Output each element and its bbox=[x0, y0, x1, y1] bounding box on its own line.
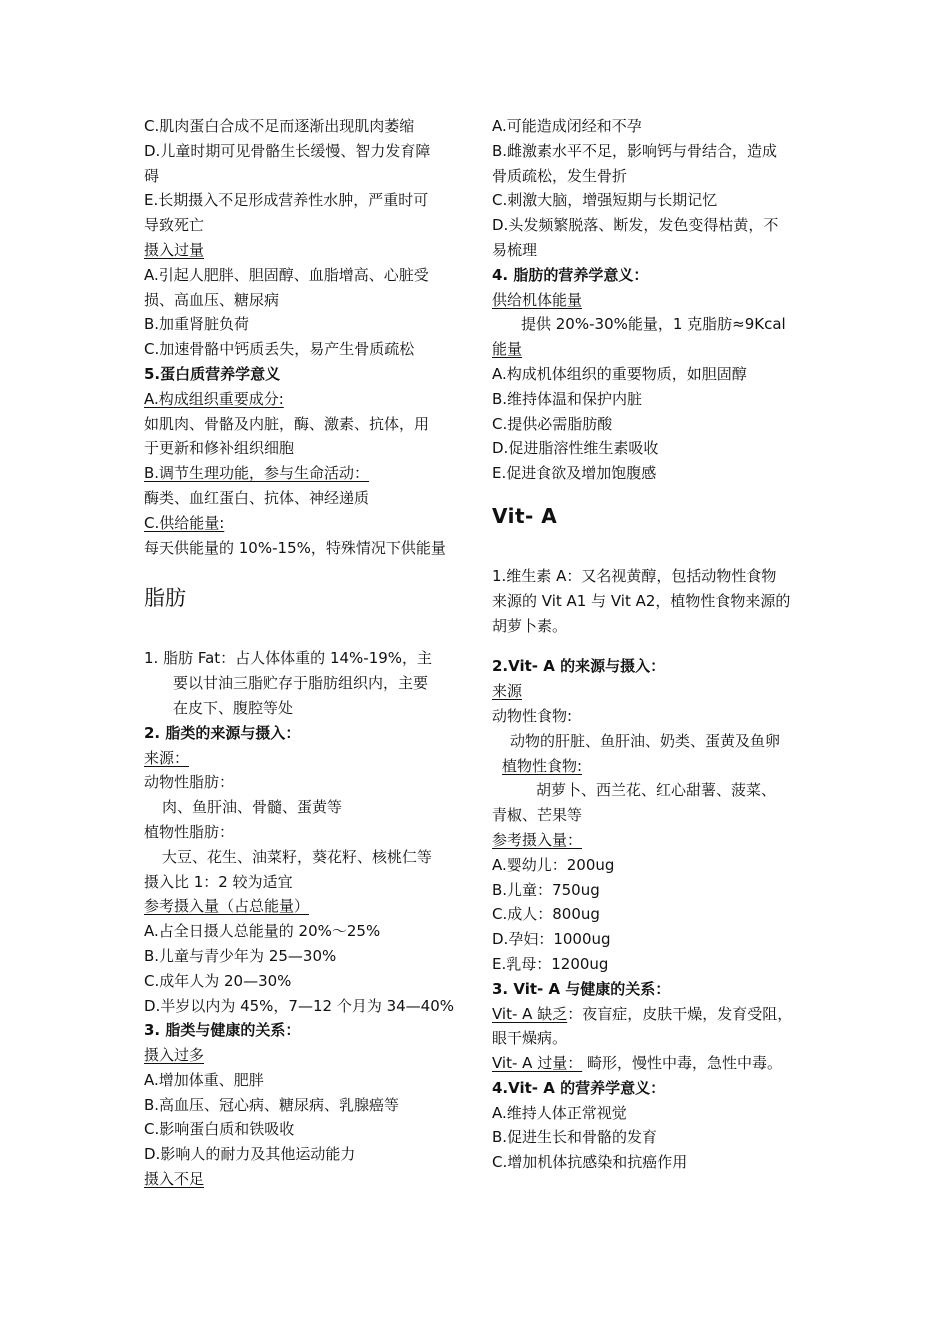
left-column bbox=[144, 114, 462, 1192]
source-heading: 来源 bbox=[492, 682, 523, 701]
reference-intake-heading: 参考摄入量： bbox=[492, 830, 583, 849]
text-line: C.增加机体抗感染和抗癌作用 bbox=[492, 1153, 688, 1172]
text-line: 1. 脂肪 Fat：占人体体重的 14%-19%，主 bbox=[144, 649, 433, 668]
plant-food-heading: 植物性食物: bbox=[502, 756, 583, 775]
text-line: D.头发频繁脱落、断发，发色变得枯黄，不 bbox=[492, 216, 779, 235]
protein-heading: 5.蛋白质营养学意义 bbox=[144, 364, 281, 383]
text-line: E.长期摄入不足形成营养性水肿，严重时可 bbox=[144, 191, 429, 210]
text-line: 导致死亡 bbox=[144, 216, 205, 235]
excess-heading: 摄入过量 bbox=[144, 240, 205, 259]
text-line: D.促进脂溶性维生素吸收 bbox=[492, 439, 659, 458]
text-line: D.半岁以内为 45%，7—12 个月为 34—40% bbox=[144, 996, 455, 1015]
text-line: 2. 脂类的来源与摄入： bbox=[144, 723, 301, 742]
text-line: A.可能造成闭经和不孕 bbox=[492, 117, 642, 135]
protein-b-heading: B.调节生理功能，参与生命活动： bbox=[144, 464, 370, 483]
text-line: E.促进食欲及增加饱腹感 bbox=[492, 464, 657, 483]
text-line: 于更新和修补组织细胞 bbox=[144, 439, 295, 458]
text-line: B.维持体温和保护内脏 bbox=[492, 389, 643, 408]
text-line: 提供 20%-30%能量，1 克脂肪≈9Kcal bbox=[521, 315, 786, 334]
text-line: 4. 脂肪的营养学意义： bbox=[492, 265, 649, 284]
text-line: 大豆、花生、油菜籽，葵花籽、核桃仁等 bbox=[162, 847, 433, 866]
deficiency-label: Vit- A 缺乏 bbox=[492, 1004, 568, 1023]
text-line: C.影响蛋白质和铁吸收 bbox=[144, 1120, 295, 1139]
text-line: 在皮下、腹腔等处 bbox=[173, 698, 294, 717]
source-heading: 来源： bbox=[144, 748, 190, 767]
right-column bbox=[492, 114, 810, 1175]
text-line: 肉、鱼肝油、骨髓、蛋黄等 bbox=[162, 798, 343, 817]
text-line: C.成年人为 20—30% bbox=[144, 971, 292, 990]
text-line: C.加速骨骼中钙质丢失，易产生骨质疏松 bbox=[144, 340, 415, 359]
text-line: B.加重肾脏负荷 bbox=[144, 315, 250, 334]
vitamin-a-section-title: Vit- A bbox=[492, 503, 558, 528]
fat-section-title: 脂肪 bbox=[144, 586, 186, 611]
protein-a-heading: A.构成组织重要成分: bbox=[144, 389, 284, 408]
text-line: 损、高血压、糖尿病 bbox=[144, 290, 280, 309]
text-line: 碍 bbox=[144, 166, 160, 185]
overdose-label: Vit- A 过量： bbox=[492, 1054, 583, 1073]
text-line: B.儿童与青少年为 25—30% bbox=[144, 946, 337, 965]
text-line: C.刺激大脑，增强短期与长期记忆 bbox=[492, 191, 718, 210]
text-line: 每天供能量的 10%-15%，特殊情况下供能量 bbox=[144, 538, 446, 557]
reference-intake-heading: 参考摄入量（占总能量） bbox=[144, 897, 310, 916]
text-line: C.提供必需脂肪酸 bbox=[492, 414, 613, 433]
protein-c-heading: C.供给能量: bbox=[144, 513, 225, 532]
text-line: 3. Vit- A 与健康的关系： bbox=[492, 979, 671, 998]
text-line: B.高血压、冠心病、糖尿病、乳腺癌等 bbox=[144, 1095, 400, 1114]
text-line: 2.Vit- A 的来源与摄入： bbox=[492, 657, 666, 676]
text-line: 胡萝卜素。 bbox=[492, 616, 568, 635]
text-line: 动物性脂肪： bbox=[144, 773, 235, 792]
text-line: A.维持人体正常视觉 bbox=[492, 1103, 627, 1122]
text-line: B.儿童：750ug bbox=[492, 880, 600, 899]
text-line: 酶类、血红蛋白、抗体、神经递质 bbox=[144, 488, 370, 507]
text-line: A.增加体重、肥胖 bbox=[144, 1070, 264, 1089]
text-line: B.雌激素水平不足，影响钙与骨结合，造成 bbox=[492, 141, 778, 160]
text-line: 来源的 Vit A1 与 Vit A2，植物性食物来源的 bbox=[492, 591, 791, 610]
text-line: 摄入比 1：2 较为适宜 bbox=[144, 872, 293, 891]
text-line: A.构成机体组织的重要物质，如胆固醇 bbox=[492, 364, 747, 383]
deficiency-text: ：夜盲症，皮肤干燥，发育受阻， bbox=[567, 1004, 793, 1023]
text-line: B.促进生长和骨骼的发育 bbox=[492, 1128, 658, 1147]
text-line: D.孕妇：1000ug bbox=[492, 930, 611, 949]
text-line: 植物性脂肪： bbox=[144, 822, 235, 841]
text-line: 动物的肝脏、鱼肝油、奶类、蛋黄及鱼卵 bbox=[510, 731, 781, 750]
energy-heading: 供给机体能量 bbox=[492, 290, 583, 309]
text-line: 眼干燥病。 bbox=[492, 1029, 568, 1048]
text-line: D.影响人的耐力及其他运动能力 bbox=[144, 1145, 356, 1164]
text-line: D.儿童时期可见骨骼生长缓慢、智力发育障 bbox=[144, 141, 431, 160]
text-line: E.乳母：1200ug bbox=[492, 954, 609, 973]
text-line: 动物性食物: bbox=[492, 706, 573, 725]
text-line: 如肌肉、骨骼及内脏，酶、激素、抗体，用 bbox=[144, 414, 430, 433]
text-line: 青椒、芒果等 bbox=[492, 806, 583, 825]
text-line: 骨质疏松，发生骨折 bbox=[492, 166, 628, 185]
text-line: 4.Vit- A 的营养学意义： bbox=[492, 1078, 666, 1097]
text-line: C.成人：800ug bbox=[492, 905, 600, 924]
under-intake-heading: 摄入不足 bbox=[144, 1170, 205, 1189]
text-line: A.占全日摄人总能量的 20%～25% bbox=[144, 922, 381, 941]
text-line: 能量 bbox=[492, 340, 523, 359]
text-line: 1.维生素 A：又名视黄醇，包括动物性食物 bbox=[492, 566, 777, 585]
text-line: 3. 脂类与健康的关系： bbox=[144, 1021, 301, 1040]
over-intake-heading: 摄入过多 bbox=[144, 1046, 205, 1065]
text-line: 易梳理 bbox=[492, 240, 538, 259]
overdose-text: 畸形，慢性中毒，急性中毒。 bbox=[582, 1054, 782, 1073]
text-line: A.引起人肥胖、胆固醇、血脂增高、心脏受 bbox=[144, 265, 429, 284]
text-line: 胡萝卜、西兰花、红心甜薯、菠菜、 bbox=[536, 781, 777, 800]
text-line: 要以甘油三脂贮存于脂肪组织内，主要 bbox=[173, 674, 429, 693]
text-line: C.肌肉蛋白合成不足而逐渐出现肌肉萎缩 bbox=[144, 117, 415, 135]
text-line: A.婴幼儿：200ug bbox=[492, 855, 615, 874]
